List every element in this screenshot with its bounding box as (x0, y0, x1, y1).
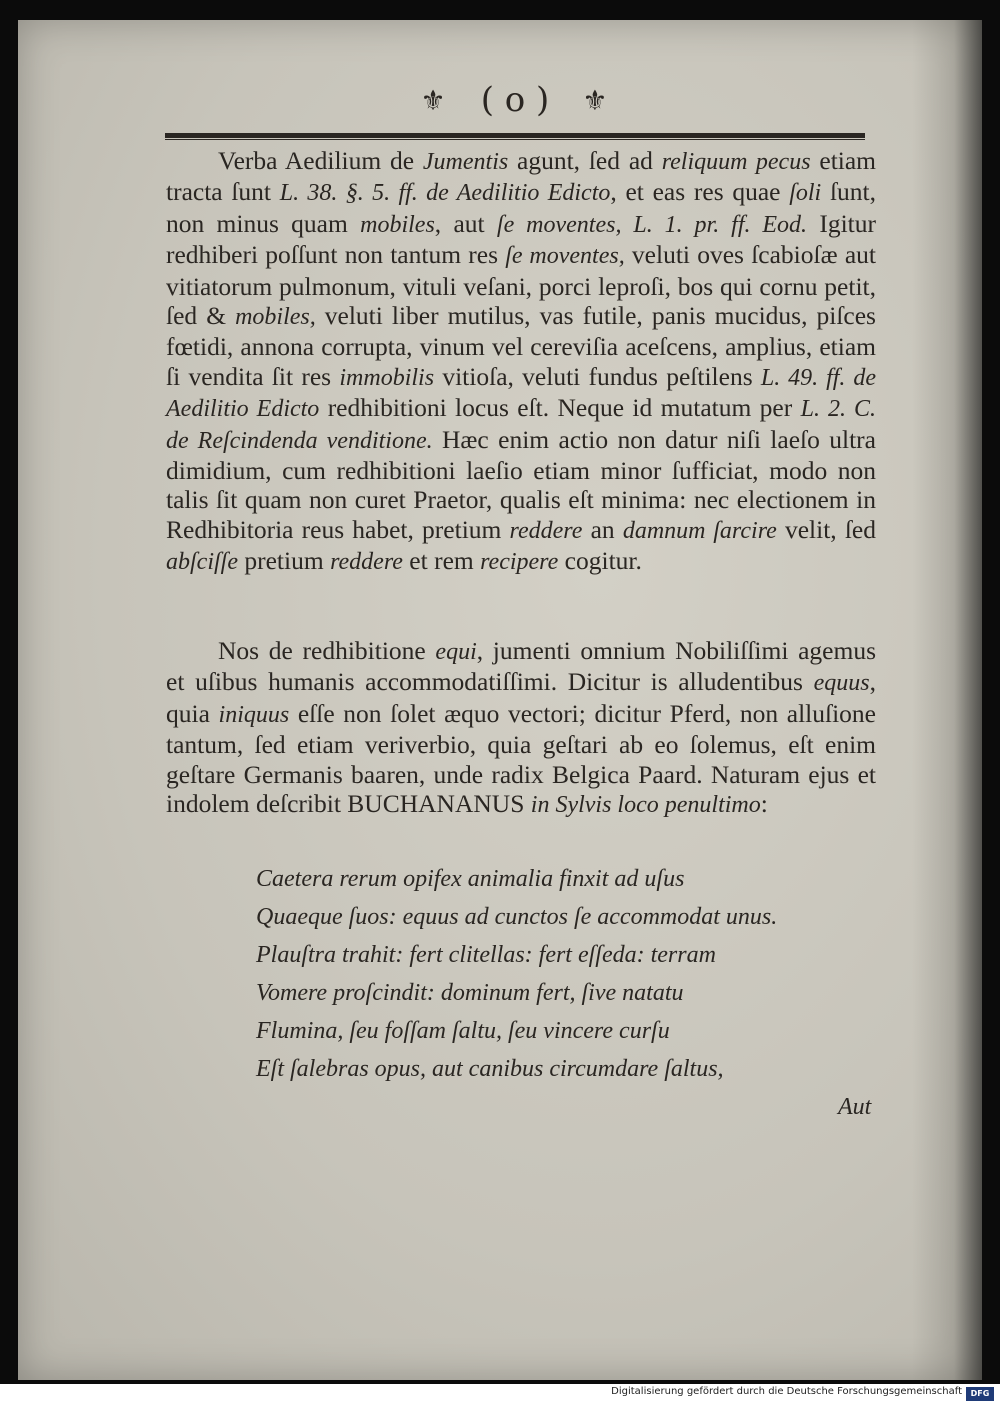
paragraph-1 (166, 146, 876, 578)
italic-run: in Sylvis loco penultimo (530, 792, 761, 819)
italic-run: damnum ſarcire (622, 517, 777, 544)
italic-run: Jumentis (422, 149, 509, 175)
italic-run: iniquus (218, 701, 290, 728)
verse-line: Plauſtra trahit: fert clitellas: fert eſſeda: terram (256, 942, 716, 968)
italic-run: ſe moventes, (505, 243, 625, 270)
page-number: ( o ) (480, 80, 550, 120)
italic-run: equi (435, 639, 477, 665)
page-edge-shadow (912, 20, 982, 1380)
italic-run: L. 49. ff. de Aedilitio Edicto (166, 364, 876, 423)
italic-run: abſciſſe (166, 549, 238, 576)
verse-block (256, 860, 856, 1088)
verse-line: Caetera rerum opifex animalia finxit ad uſus (256, 866, 685, 892)
italic-run: recipere (480, 549, 559, 576)
italic-run: reddere (330, 549, 403, 576)
italic-run: reliquum pecus (661, 149, 811, 175)
ornament-right-icon: ⚜ (582, 83, 610, 117)
verse-line: Flumina, ſeu foſſam ſaltu, ſeu vincere curſu (256, 1018, 670, 1044)
verse-line: Eſt ſalebras opus, aut canibus circumdare ſaltus, (256, 1056, 724, 1082)
paragraph-2-text: Nos de redhibitione equi, jumenti omnium Nobiliſſimi agemus et uſibus humanis accommodatiſſimi. Dicitur is alludentibus equus, quia iniquus eſſe non ſolet æquo vectori; dicitur Pferd, non alluſione tantum, ſed etiam veriverbio, quia geſtari ab eo ſolemus, eſt enim geſtare Germanis baaren, unde radix Belgica Paard. Naturam ejus et indolem deſcribit BUCHANANUS in Sylvis loco penultimo: (166, 636, 876, 819)
italic-run: immobilis (339, 364, 435, 391)
italic-run: reddere (509, 517, 583, 544)
catchword: Aut (838, 1094, 872, 1120)
italic-run: ſoli (789, 180, 822, 207)
paragraph-1-text: Verba Aedilium de Jumentis agunt, ſed ad reliquum pecus etiam tracta ſunt L. 38. §. 5. ff. de Aedilitio Edicto, et eas res quae ſoli ſunt, non minus quam mobiles, aut ſe moventes, L. 1. pr. ff. Eod. Igitur redhiberi poſſunt non tantum res ſe moventes, veluti oves ſcabioſæ aut vitiatorum pulmonum, vituli veſani, porci leproſi, bos qui cornu petit, ſed & mobiles, veluti liber mutilus, vas futile, panis mucidus, piſces fœtidi, annona corrupta, vinum vel cereviſia aceſcens, amplius, etiam ſi vendita ſit res immobilis vitioſa, veluti fundus peſtilens L. 49. ff. de Aedilitio Edicto redhibitioni locus eſt. Neque id mutatum per L. 2. C. de Reſcindenda venditione. Hæc enim actio non datur niſi laeſo ultra dimidium, cum redhibitioni laeſio etiam minor ſufficiat, modo non talis ſit quam non curet Praetor, qualis eſt minima: nec electionem in Redhibitoria reus habet, pretium reddere an damnum ſarcire velit, ſed abſciſſe pretium reddere et rem recipere cogitur. (166, 146, 877, 576)
ornament-left-icon: ⚜ (420, 83, 448, 117)
paragraph-2 (166, 636, 876, 820)
header-rule-thin (165, 139, 865, 140)
dfg-logo: DFG (966, 1387, 994, 1401)
italic-run: L. 2. C. de Reſcindenda venditione. (166, 396, 876, 454)
italic-run: L. 38. §. 5. ff. de Aedilitio Edicto (279, 180, 611, 207)
page-header (165, 80, 865, 140)
footer-bar (0, 1384, 1000, 1404)
italic-run: mobiles, (235, 304, 316, 331)
header-rule (165, 133, 865, 138)
italic-run: mobiles (360, 211, 435, 238)
italic-run: equus (813, 670, 870, 697)
italic-run: ſe moventes, L. 1. pr. ff. Eod. (496, 211, 808, 238)
footer-credit: Digitalisierung gefördert durch die Deutsche Forschungsgemeinschaft (611, 1386, 962, 1397)
verse-line: Quaeque ſuos: equus ad cunctos ſe accommodat unus. (256, 904, 778, 930)
verse-line: Vomere proſcindit: dominum fert, ſive natatu (256, 980, 684, 1006)
